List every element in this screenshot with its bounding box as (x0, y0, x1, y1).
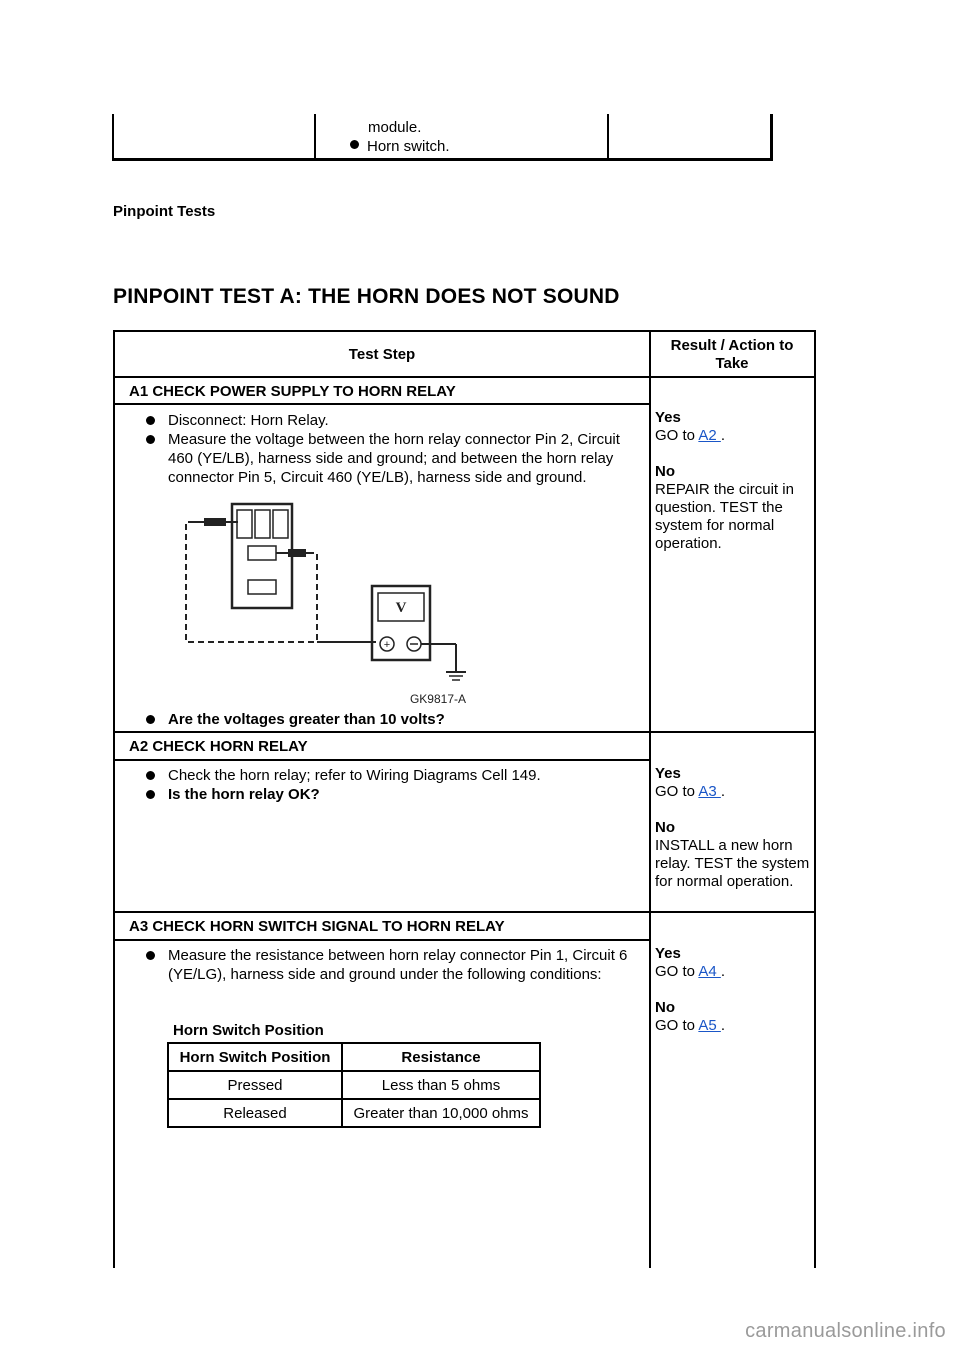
top-table-divider-2 (607, 114, 609, 160)
step-a2-result (655, 765, 811, 891)
top-table-divider-1 (314, 114, 316, 160)
step-a2-bottom-rule (113, 911, 816, 913)
step-a3-title-rule (113, 939, 651, 941)
step-a3-list (140, 946, 630, 984)
step-a1-item-2: Measure the voltage between the horn relay connector Pin 2, Circuit 460 (YE/LB), harness side and ground; and between the horn relay connector Pin 5, Circuit 460 (YE/LB), harness side and ground. (140, 430, 640, 487)
step-a3-yes-text: GO to (655, 963, 699, 980)
horn-relay-voltage-diagram (180, 500, 500, 710)
page-title: PINPOINT TEST A: THE HORN DOES NOT SOUND (113, 285, 620, 308)
cell-resistance: Greater than 10,000 ohms (342, 1099, 540, 1127)
svg-text:GK9817-A: GK9817-A (409, 692, 467, 706)
step-a3-title: A3 CHECK HORN SWITCH SIGNAL TO HORN RELAY (129, 918, 505, 935)
horn-switch-resistance-table (167, 1042, 541, 1128)
header-test-step: Test Step (348, 346, 416, 363)
step-a2-yes-action: GO to A3 . (655, 783, 726, 800)
bullet-icon (350, 140, 359, 149)
step-a1-question-list (140, 710, 640, 729)
step-a3-yes-label: Yes (655, 945, 681, 962)
section-heading: Pinpoint Tests (113, 203, 216, 220)
link-a4[interactable]: A4 (698, 963, 721, 980)
header-result-action: Result / Action to Take (670, 337, 794, 372)
svg-text:+: + (383, 639, 391, 651)
table-right-border (814, 330, 816, 1268)
step-a1-title-rule (113, 403, 651, 405)
cell-resistance: Less than 5 ohms (342, 1071, 540, 1099)
cell-position: Pressed (168, 1071, 342, 1099)
step-a1-title: A1 CHECK POWER SUPPLY TO HORN RELAY (129, 383, 456, 400)
step-a2-list (140, 766, 640, 804)
step-a1-question: Are the voltages greater than 10 volts? (140, 710, 640, 729)
horn-switch-table-caption: Horn Switch Position (173, 1022, 324, 1039)
step-a3-yes-action: GO to A4 . (655, 963, 726, 980)
step-a1-result (655, 409, 811, 553)
step-a1-yes-text: GO to (655, 427, 699, 444)
watermark-text: carmanualsonline.info (745, 1320, 946, 1342)
step-a1-item-1: Disconnect: Horn Relay. (140, 411, 640, 430)
step-a3-no-label: No (655, 999, 675, 1016)
link-a3[interactable]: A3 (698, 783, 721, 800)
step-a1-no-action: REPAIR the circuit in question. TEST the system for normal operation. (655, 481, 794, 552)
top-table-item-text: Horn switch. (367, 138, 450, 155)
link-a2[interactable]: A2 (698, 427, 721, 444)
top-table-text-module: module. (368, 119, 422, 136)
link-a5[interactable]: A5 (698, 1017, 721, 1034)
step-a2-yes-label: Yes (655, 765, 681, 782)
step-a1-list (140, 411, 640, 487)
step-a3-no-text: GO to (655, 1017, 699, 1034)
step-a2-no-action: INSTALL a new horn relay. TEST the system for normal operation. (655, 837, 810, 890)
step-a1-no-label: No (655, 463, 675, 480)
table-top-border (113, 330, 816, 332)
step-a1-yes-label: Yes (655, 409, 681, 426)
step-a2-title-rule (113, 759, 651, 761)
table-header-bottom (113, 376, 816, 378)
top-table-bottom-border (112, 158, 773, 161)
step-a3-no-action: GO to A5 . (655, 1017, 726, 1034)
top-table-left-border (112, 114, 114, 160)
table-row (168, 1071, 540, 1099)
th-horn-switch-position: Horn Switch Position (168, 1043, 342, 1071)
step-a2-question: Is the horn relay OK? (140, 785, 640, 804)
step-a3-result (655, 945, 811, 1035)
step-a2-title: A2 CHECK HORN RELAY (129, 738, 308, 755)
table-row (168, 1099, 540, 1127)
table-left-border (113, 330, 115, 1268)
table-column-divider (649, 330, 651, 1268)
cell-position: Released (168, 1099, 342, 1127)
step-a2-item-1: Check the horn relay; refer to Wiring Diagrams Cell 149. (140, 766, 640, 785)
step-a1-yes-action: GO to A2 . (655, 427, 726, 444)
top-table-item-horn-switch (350, 137, 450, 156)
step-a2-yes-text: GO to (655, 783, 699, 800)
top-table-right-border (770, 114, 773, 160)
th-resistance: Resistance (342, 1043, 540, 1071)
step-a1-bottom-rule (113, 731, 816, 733)
table-header-row (168, 1043, 540, 1071)
step-a2-no-label: No (655, 819, 675, 836)
step-a3-item-1: Measure the resistance between horn relay connector Pin 1, Circuit 6 (YE/LG), harness side and ground under the following conditions: (140, 946, 630, 984)
svg-text:V: V (395, 600, 407, 616)
